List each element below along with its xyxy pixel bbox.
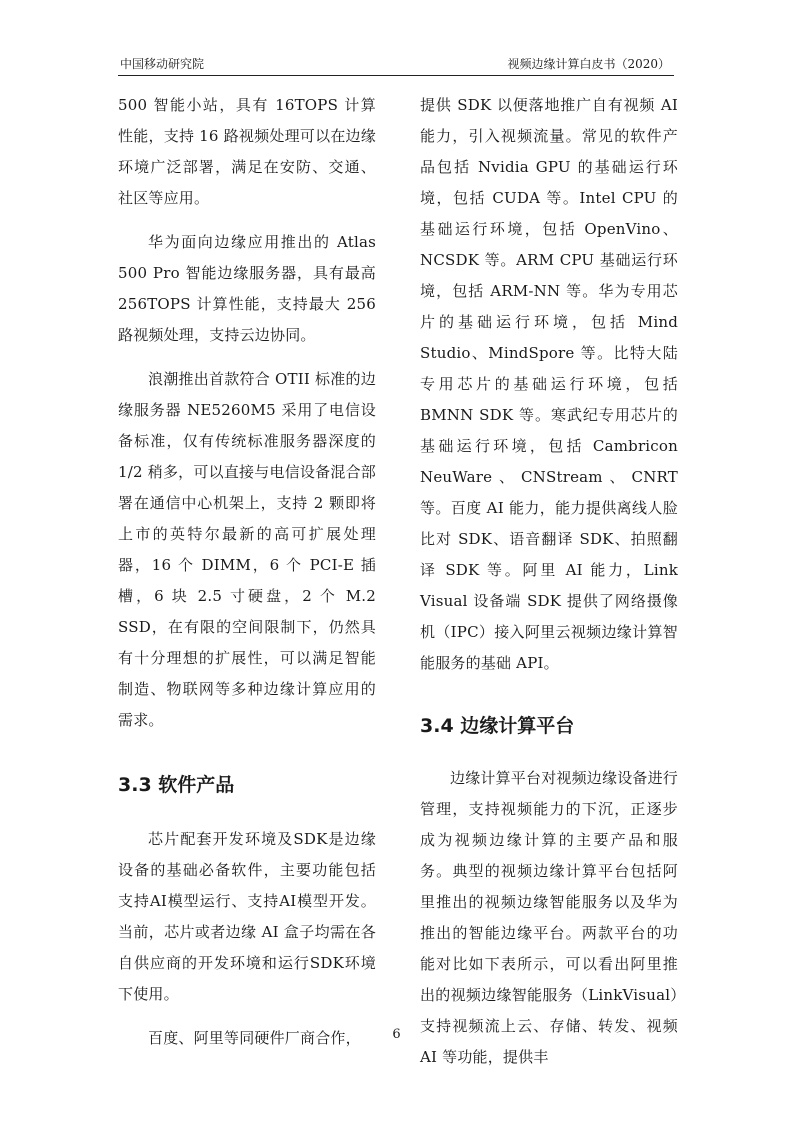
page-number: 6	[392, 1027, 401, 1042]
header-divider	[118, 75, 674, 76]
right-column	[420, 90, 678, 1073]
paragraph-inspur-ne5260m5: 浪潮推出首款符合 OTII 标准的边缘服务器 NE5260M5 采用了电信设备标准，仅有传统标准服务器深度的 1/2 稍多，可以直接与电信设备混合部署在通信中心机架上，支持 2 颗即将上市的英特尔最新的高可扩展处理器，16 个 DIMM，6 个 PCI-E 插槽，6 块 2.5 寸硬盘，2 个 M.2 SSD，在有限的空间限制下，仍然具有十分理想的扩展性，可以满足智能制造、物联网等多种边缘计算应用的需求。	[118, 370, 376, 729]
paragraph-edge-platform: 边缘计算平台对视频边缘设备进行管理，支持视频能力的下沉，正逐步成为视频边缘计算的主要产品和服务。典型的视频边缘计算平台包括阿里推出的视频边缘智能服务以及华为推出的智能边缘平台。两款平台的功能对比如下表所示，可以看出阿里推出的视频边缘智能服务（LinkVisual）支持视频流上云、存储、转发、视频 AI 等功能，提供丰	[420, 769, 679, 1066]
page-header	[118, 54, 674, 74]
header-document-title: 视频边缘计算白皮书（2020）	[507, 57, 670, 71]
paragraph-atlas500-pro: 华为面向边缘应用推出的 Atlas 500 Pro 智能边缘服务器，具有最高 256TOPS 计算性能，支持最大 256 路视频处理，支持云边协同。	[118, 233, 376, 344]
section-heading-3-4: 3.4 边缘计算平台	[420, 715, 575, 737]
paragraph-chip-sdk: 芯片配套开发环境及SDK是边缘设备的基础必备软件，主要功能包括支持AI模型运行、支持AI模型开发。当前，芯片或者边缘 AI 盒子均需在各自供应商的开发环境和运行SDK环境下使用。	[118, 830, 376, 1003]
header-organization: 中国移动研究院	[120, 57, 205, 71]
left-column	[118, 90, 376, 1054]
section-heading-3-3: 3.3 软件产品	[118, 774, 235, 796]
paragraph-atlas500-continued: 500 智能小站，具有 16TOPS 计算性能，支持 16 路视频处理可以在边缘环境广泛部署，满足在安防、交通、社区等应用。	[118, 96, 376, 207]
paragraph-baidu-alibaba: 百度、阿里等同硬件厂商合作，	[148, 1029, 361, 1047]
paragraph-software-products: 提供 SDK 以便落地推广自有视频 AI 能力，引入视频流量。常见的软件产品包括 Nvidia GPU 的基础运行环境，包括 CUDA 等。Intel CPU 的基础运行环境，包括 OpenVino、NCSDK 等。ARM CPU 基础运行环境，包括 ARM-NN 等。华为专用芯片的基础运行环境，包括 Mind Studio、MindSpore 等。比特大陆专用芯片的基础运行环境，包括 BMNN SDK 等。寒武纪专用芯片的基础运行环境，包括 Cambricon NeuWare、CNStream、CNRT 等。百度 AI 能力，能力提供离线人脸比对 SDK、语音翻译 SDK、拍照翻译 SDK 等。阿里 AI 能力，Link Visual 设备端 SDK 提供了网络摄像机（IPC）接入阿里云视频边缘计算智能服务的基础 API。	[420, 96, 678, 672]
